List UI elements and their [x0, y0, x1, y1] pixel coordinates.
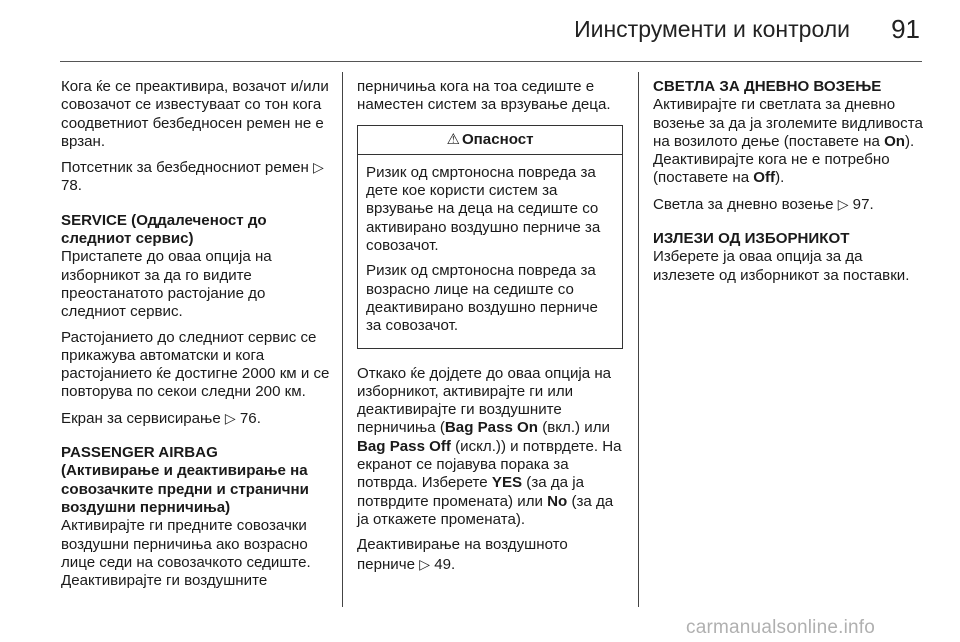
- text-run: (за да ја откажете промената).: [357, 492, 614, 528]
- exit-menu-paragraph: Изберете ја оваа опција за да излезете од изборникот за поставки.: [653, 248, 910, 284]
- seatbelt-paragraph: Кога ќе се преактивира, возачот и/или совозачот се известуваат со тон кога соодветниот безбедносен ремен не е врзан.: [61, 78, 329, 150]
- no-label: No: [547, 492, 568, 510]
- text-run: ). Деактивирајте кога не е потребно (поставете на: [653, 132, 915, 187]
- bag-pass-off-label: Bag Pass Off: [357, 437, 451, 455]
- cross-reference-arrow-icon: ▷: [224, 409, 236, 426]
- text-run: (искл.)) и потврдете. На екранот се појавува порака за потврда. Изберете: [357, 437, 622, 492]
- watermark: carmanualsonline.info: [686, 617, 876, 638]
- text-run: ).: [775, 169, 785, 187]
- ref-page[interactable]: 97.: [852, 195, 874, 213]
- warning-box: [357, 125, 623, 349]
- ref-page[interactable]: 78.: [61, 177, 82, 195]
- warning-paragraph-1: Ризик од смртоносна повреда за дете кое користи систем за врзување на деца на седиште со активирано воздушно перниче за совозачот.: [366, 163, 601, 255]
- warning-body: [358, 155, 622, 348]
- airbag-heading-1: PASSENGER AIRBAG: [61, 444, 218, 462]
- text-run: (вкл.) или: [538, 419, 610, 437]
- text-run: (за да ја потврдите промената) или: [357, 474, 584, 510]
- column-divider-2: [638, 72, 639, 607]
- page-number: 91: [891, 14, 920, 44]
- drl-ref: [653, 195, 925, 214]
- airbag-continued-paragraph: перничиња кога на тоа седиште е наместен систем за врзување деца.: [357, 78, 611, 114]
- ref-page[interactable]: 76.: [239, 409, 261, 427]
- off-label: Off: [753, 169, 776, 187]
- service-paragraph-1: Пристапете до оваа опција на изборникот за да го видите преостанатото растојание до следниот сервис.: [61, 248, 272, 321]
- drl-heading: СВЕТЛА ЗА ДНЕВНО ВОЗЕЊЕ: [653, 78, 882, 95]
- service-heading: SERVICE (Оддалеченост до следниот сервис): [61, 211, 267, 248]
- column-1: [61, 78, 331, 597]
- cross-reference-arrow-icon: ▷: [313, 159, 324, 176]
- yes-label: YES: [491, 474, 523, 492]
- drl-paragraph-1: [653, 96, 925, 187]
- text-run: Откако ќе дојдете до оваа опција на изборникот, активирајте ги или деактивирајте ги воздушните перничиња (: [357, 364, 612, 437]
- ref-text: Потсетник за безбедносниот ремен: [61, 159, 309, 177]
- header-divider: [60, 61, 922, 62]
- seatbelt-reminder-ref: [61, 158, 331, 196]
- warning-triangle-icon: ⚠: [446, 130, 460, 148]
- exit-menu-heading: ИЗЛЕЗИ ОД ИЗБОРНИКОТ: [653, 230, 850, 248]
- bag-pass-on-label: Bag Pass On: [444, 419, 539, 437]
- service-paragraph-2: Растојанието до следниот сервис се прикажува автоматски и кога растојанието ќе достигне 2000 км и се повторува по секои следни 200 км.: [61, 328, 330, 401]
- warning-paragraph-2: Ризик од смртоносна повреда за возрасно лице на седиште со деактивирано воздушно перниче за совозачот.: [366, 262, 598, 335]
- warning-title: [358, 126, 622, 155]
- column-3: [653, 78, 925, 292]
- cross-reference-arrow-icon: ▷: [419, 555, 430, 572]
- airbag-menu-paragraph: [357, 365, 627, 530]
- ref-text: Светла за дневно возење: [653, 195, 834, 213]
- cross-reference-arrow-icon: ▷: [837, 195, 849, 212]
- section-title: Иинструменти и контроли: [574, 16, 850, 42]
- airbag-paragraph-1: Активирајте ги предните совозачки воздушни перничиња ако возрасно лице седи на совозачкото седиште. Деактивирајте ги воздушните: [61, 517, 311, 590]
- page-header: [0, 0, 960, 60]
- service-screen-ref: [61, 409, 331, 428]
- airbag-deactivation-ref: [357, 536, 627, 574]
- airbag-heading-2: (Активирање и деактивирање на совозачките предни и странични воздушни перничиња): [61, 462, 309, 516]
- column-2: [357, 78, 627, 581]
- on-label: On: [884, 132, 906, 150]
- ref-text: Екран за сервисирање: [61, 409, 221, 427]
- column-divider-1: [342, 72, 343, 607]
- text-run: Активирајте ги светлата за дневно возење за да ја зголемите видливоста на возилото дење (поставете на: [653, 96, 923, 150]
- ref-page[interactable]: 49.: [434, 555, 456, 573]
- ref-text: Деактивирање на воздушното перниче: [357, 536, 568, 573]
- warning-title-text: Опасност: [461, 130, 534, 148]
